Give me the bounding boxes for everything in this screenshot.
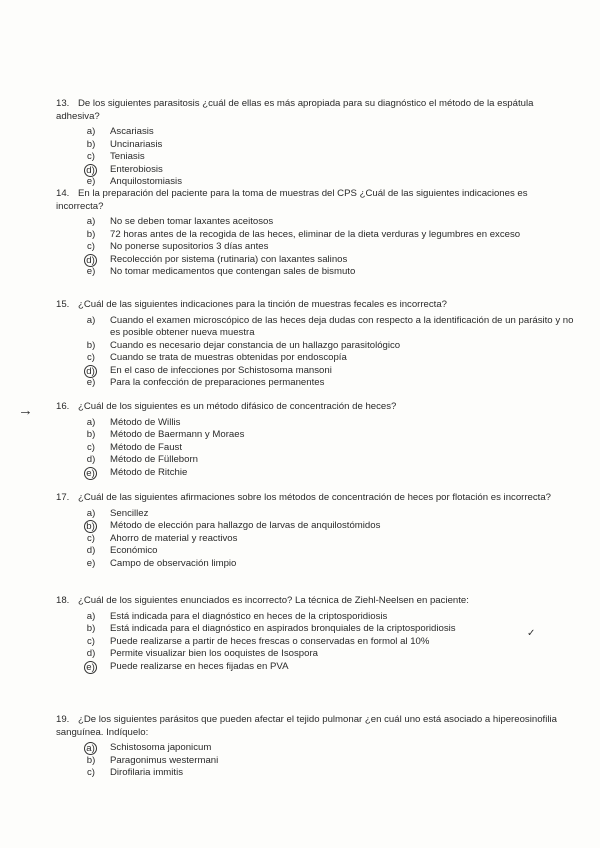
option-a bbox=[56, 216, 576, 229]
question-number: 16. bbox=[56, 401, 70, 412]
option-a bbox=[56, 611, 576, 624]
option-text: Anquilostomiasis bbox=[110, 176, 182, 187]
option-b bbox=[56, 520, 576, 533]
option-text: Método de Ritchie bbox=[110, 466, 188, 478]
question-stem bbox=[56, 492, 576, 505]
options-list bbox=[56, 216, 576, 279]
option-letter: a) bbox=[86, 416, 96, 428]
option-letter: b) bbox=[86, 138, 96, 150]
question-stem bbox=[56, 595, 576, 608]
option-text: Uncinariasis bbox=[110, 138, 163, 150]
option-c bbox=[56, 533, 576, 546]
option-e bbox=[56, 558, 576, 571]
question-text: ¿Cuál de los siguientes enunciados es incorrecto? La técnica de Ziehl-Neelsen en paciente: bbox=[78, 595, 469, 606]
option-a bbox=[56, 417, 576, 430]
option-letter-circled: b) bbox=[84, 520, 97, 533]
question-number: 18. bbox=[56, 595, 70, 606]
option-letter: c) bbox=[87, 352, 95, 363]
option-a bbox=[56, 126, 576, 139]
option-letter-circled: d) bbox=[84, 254, 97, 267]
question-15 bbox=[56, 299, 576, 390]
option-a bbox=[56, 508, 576, 521]
option-text: Enterobiosis bbox=[110, 163, 163, 175]
option-letter-circled: e) bbox=[84, 661, 97, 674]
option-text: Método de Willis bbox=[110, 416, 181, 428]
option-c bbox=[56, 636, 576, 649]
option-c bbox=[56, 241, 576, 254]
question-18 bbox=[56, 595, 576, 673]
option-text: Puede realizarse a partir de heces frescas o conservadas en formol al 10% bbox=[110, 635, 430, 647]
option-text: Método de Fülleborn bbox=[110, 454, 198, 465]
option-letter: c) bbox=[87, 151, 95, 162]
question-text: ¿Cuál de las siguientes afirmaciones sobre los métodos de concentración de heces por flotación es incorrecta? bbox=[78, 492, 552, 503]
option-text: No ponerse supositorios 3 días antes bbox=[110, 241, 269, 252]
option-c bbox=[56, 442, 576, 455]
options-list bbox=[56, 611, 576, 674]
option-b bbox=[56, 229, 576, 242]
option-text: En el caso de infecciones por Schistosoma mansoni bbox=[110, 364, 332, 376]
option-letter-circled: a) bbox=[84, 742, 97, 755]
option-letter: e) bbox=[86, 176, 96, 187]
option-text: Cuando el examen microscópico de las heces deja dudas con respecto a la identificación de un parásito y no es posible obtener nueva muestra bbox=[110, 314, 574, 338]
option-text: Cuando es necesario dejar constancia de un hallazgo parasitológico bbox=[110, 339, 401, 351]
question-16 bbox=[56, 401, 576, 479]
option-e bbox=[56, 266, 576, 279]
option-letter: b) bbox=[86, 754, 96, 766]
option-text: Puede realizarse en heces fijadas en PVA bbox=[110, 660, 289, 672]
question-number: 19. bbox=[56, 714, 70, 725]
option-a bbox=[56, 742, 576, 755]
option-text: 72 horas antes de la recogida de las heces, eliminar de la dieta verduras y legumbres en exceso bbox=[110, 228, 521, 240]
option-d bbox=[56, 648, 576, 661]
option-letter: e) bbox=[86, 266, 96, 277]
option-d bbox=[56, 545, 576, 558]
question-19 bbox=[56, 714, 576, 780]
option-letter-circled: d) bbox=[84, 365, 97, 378]
option-text: Campo de observación limpio bbox=[110, 557, 237, 569]
options-list bbox=[56, 508, 576, 571]
option-letter: e) bbox=[86, 557, 96, 569]
options-list bbox=[56, 742, 576, 780]
options-list bbox=[56, 126, 576, 189]
option-e bbox=[56, 176, 576, 189]
question-17 bbox=[56, 492, 576, 570]
option-text: Está indicada para el diagnóstico en heces de la criptosporidiosis bbox=[110, 610, 388, 622]
option-d bbox=[56, 164, 576, 177]
question-number: 17. bbox=[56, 492, 70, 503]
option-b bbox=[56, 139, 576, 152]
option-e bbox=[56, 661, 576, 674]
option-letter: c) bbox=[87, 635, 95, 647]
option-letter: c) bbox=[87, 441, 95, 453]
question-stem bbox=[56, 299, 576, 312]
option-text: Económico bbox=[110, 545, 158, 556]
question-text: ¿Cuál de las siguientes indicaciones para la tinción de muestras fecales es incorrecta? bbox=[78, 299, 448, 310]
option-letter: b) bbox=[86, 623, 96, 634]
option-text: Ahorro de material y reactivos bbox=[110, 532, 238, 544]
option-c bbox=[56, 352, 576, 365]
option-e bbox=[56, 377, 576, 390]
option-text: Método de elección para hallazgo de larvas de anquilostómidos bbox=[110, 520, 381, 531]
option-text: Recolección por sistema (rutinaria) con laxantes salinos bbox=[110, 253, 348, 265]
option-letter: d) bbox=[86, 545, 96, 556]
option-letter: a) bbox=[86, 216, 96, 227]
question-number: 14. bbox=[56, 188, 70, 199]
option-b bbox=[56, 623, 576, 636]
question-number: 13. bbox=[56, 98, 70, 109]
option-text: No tomar medicamentos que contengan sales de bismuto bbox=[110, 266, 356, 277]
option-letter: c) bbox=[87, 532, 95, 544]
option-text: Método de Faust bbox=[110, 441, 182, 453]
question-text: ¿Cuál de los siguientes es un método difásico de concentración de heces? bbox=[78, 401, 397, 412]
handwritten-check-mark: ✓ bbox=[527, 628, 536, 639]
option-c bbox=[56, 151, 576, 164]
option-letter: b) bbox=[86, 228, 96, 240]
option-text: No se deben tomar laxantes aceitosos bbox=[110, 216, 274, 227]
option-text: Schistosoma japonicum bbox=[110, 742, 212, 753]
option-text: Paragonimus westermani bbox=[110, 754, 219, 766]
option-letter: a) bbox=[86, 610, 96, 622]
option-text: Ascariasis bbox=[110, 126, 154, 137]
option-letter: a) bbox=[86, 507, 96, 519]
option-letter: a) bbox=[86, 314, 96, 326]
option-letter: c) bbox=[87, 767, 95, 778]
option-b bbox=[56, 429, 576, 442]
option-letter: c) bbox=[87, 241, 95, 252]
option-d bbox=[56, 365, 576, 378]
option-letter: d) bbox=[86, 454, 96, 465]
option-letter: b) bbox=[86, 339, 96, 351]
option-c bbox=[56, 767, 576, 780]
option-d bbox=[56, 254, 576, 267]
option-text: Permite visualizar bien los ooquistes de Isospora bbox=[110, 648, 318, 659]
option-letter: b) bbox=[86, 429, 96, 440]
question-13 bbox=[56, 98, 576, 189]
question-number: 15. bbox=[56, 299, 70, 310]
option-letter-circled: e) bbox=[84, 467, 97, 480]
option-e bbox=[56, 467, 576, 480]
question-stem bbox=[56, 188, 576, 213]
option-a bbox=[56, 315, 576, 340]
handwritten-arrow-mark: → bbox=[18, 402, 33, 419]
options-list bbox=[56, 315, 576, 390]
option-text: Cuando se trata de muestras obtenidas por endoscopía bbox=[110, 352, 347, 363]
option-text: Para la confección de preparaciones permanentes bbox=[110, 377, 325, 388]
question-14 bbox=[56, 188, 576, 279]
option-text: Método de Baermann y Moraes bbox=[110, 429, 245, 440]
option-text: Teniasis bbox=[110, 151, 145, 162]
option-letter: e) bbox=[86, 377, 96, 388]
options-list bbox=[56, 417, 576, 480]
option-text: Sencillez bbox=[110, 507, 149, 519]
option-letter: a) bbox=[86, 126, 96, 137]
option-letter: d) bbox=[86, 648, 96, 659]
option-letter-circled: d) bbox=[84, 164, 97, 177]
option-text: Está indicada para el diagnóstico en aspirados bronquiales de la criptosporidiosis bbox=[110, 623, 456, 634]
option-b bbox=[56, 755, 576, 768]
question-text: ¿De los siguientes parásitos que pueden afectar el tejido pulmonar ¿en cuál uno está asociado a hipereosinofilia sanguínea. Indíquelo: bbox=[56, 714, 557, 738]
question-stem bbox=[56, 98, 576, 123]
option-b bbox=[56, 340, 576, 353]
question-stem bbox=[56, 401, 576, 414]
question-stem bbox=[56, 714, 576, 739]
question-text: De los siguientes parasitosis ¿cuál de ellas es más apropiada para su diagnóstico el método de la espátula adhesiva? bbox=[56, 98, 534, 122]
option-text: Dirofilaria immitis bbox=[110, 767, 184, 778]
question-text: En la preparación del paciente para la toma de muestras del CPS ¿Cuál de las siguientes indicaciones es incorrecta? bbox=[56, 188, 528, 212]
option-d bbox=[56, 454, 576, 467]
